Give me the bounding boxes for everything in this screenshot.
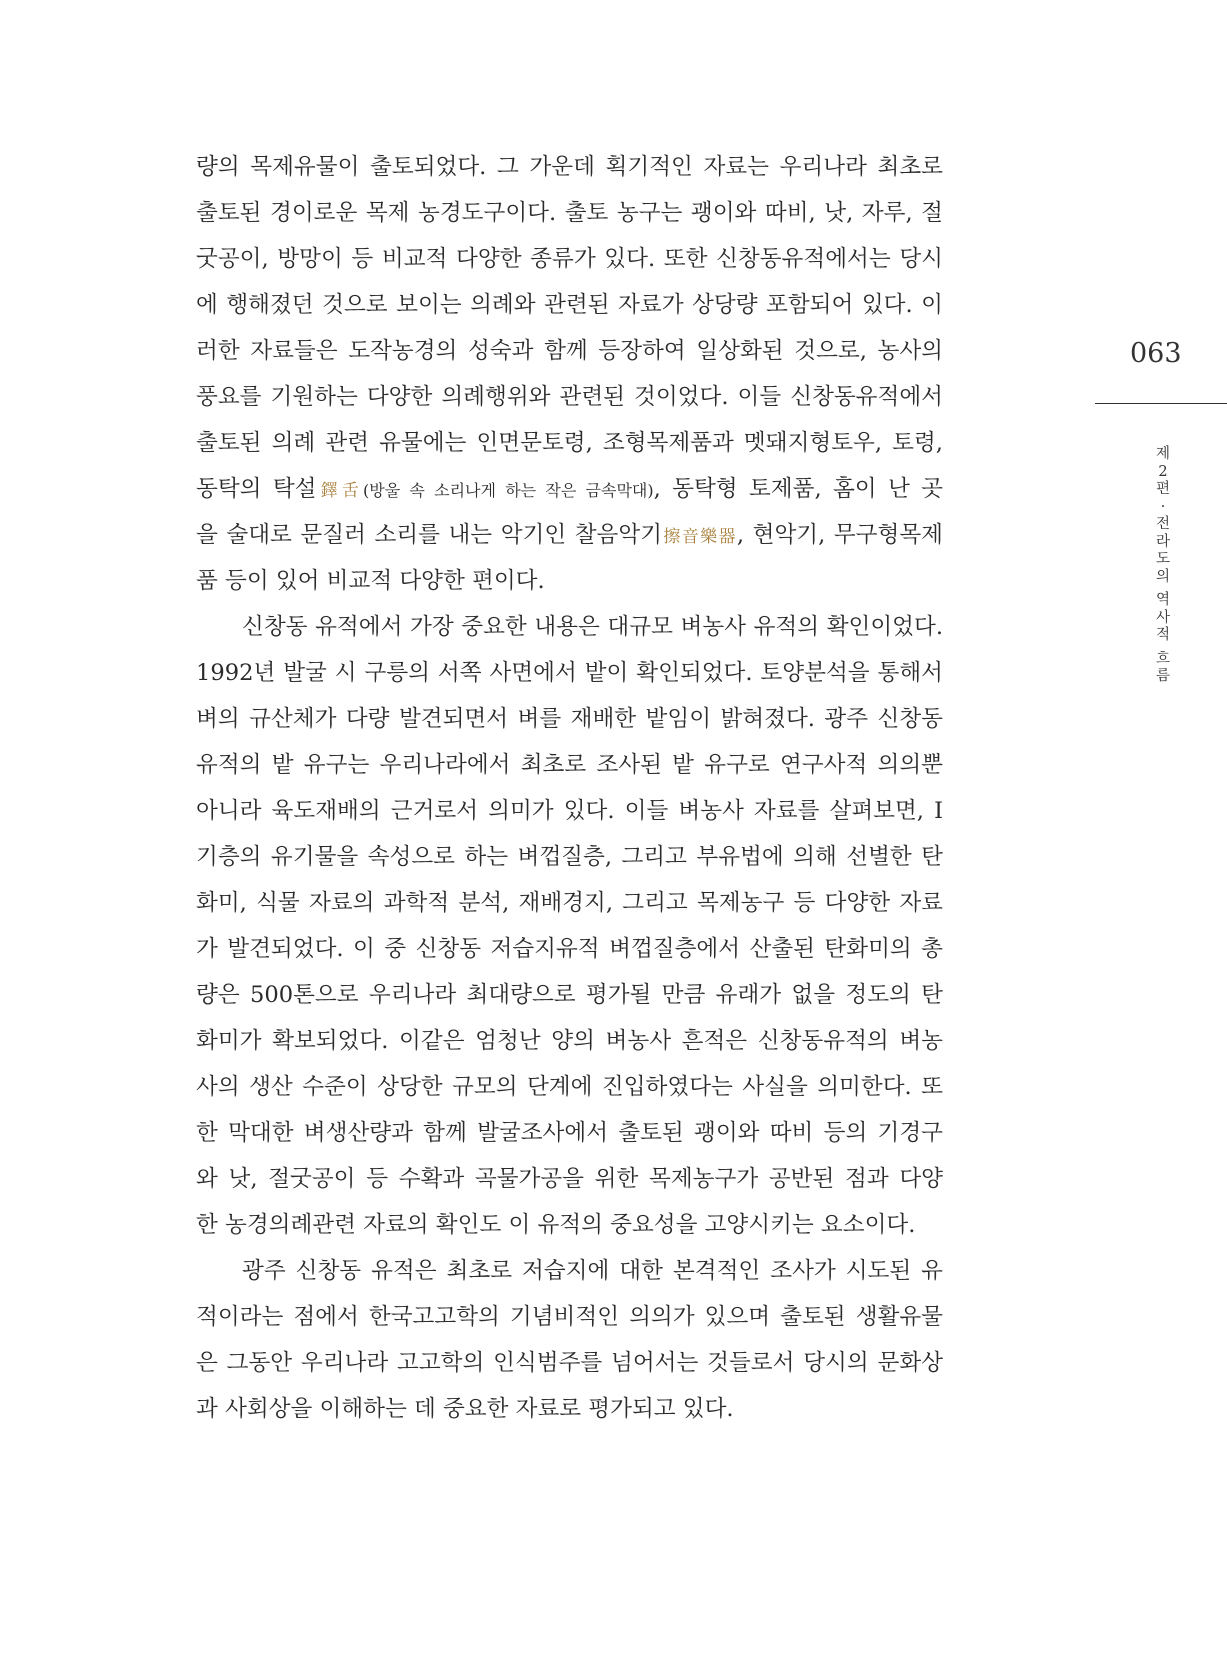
running-head-char: 역 xyxy=(1155,592,1170,608)
text-line: 화미, 식물 자료의 과학적 분석, 재배경지, 그리고 목제농구 등 다양한 자료 xyxy=(196,890,943,916)
text-segment: , 현악기, 무구형목제 xyxy=(736,522,943,548)
running-head-char: 사 xyxy=(1155,609,1170,626)
running-head-char: 편 xyxy=(1155,481,1170,497)
text-line: 량의 목제유물이 출토되었다. 그 가운데 획기적인 자료는 우리나라 최초로 xyxy=(196,154,943,180)
paragraph-3 xyxy=(196,1248,943,1432)
text-segment: 을 술대로 문질러 소리를 내는 악기인 찰음악기 xyxy=(196,522,663,548)
running-head xyxy=(1153,446,1173,686)
body-text xyxy=(196,144,943,1432)
text-line xyxy=(196,512,943,558)
text-line: 화미가 확보되었다. 이같은 엄청난 양의 벼농사 흔적은 신창동유적의 벼농 xyxy=(196,1028,943,1054)
paragraph-1 xyxy=(196,144,943,604)
text-segment: , 동탁형 토제품, 홈이 난 곳 xyxy=(653,476,943,502)
running-head-char: 름 xyxy=(1155,668,1170,684)
running-head-char: 의 xyxy=(1155,568,1170,585)
text-segment: 동탁의 탁설 xyxy=(196,476,317,502)
text-line: 굿공이, 방망이 등 비교적 다양한 종류가 있다. 또한 신창동유적에서는 당시 xyxy=(196,246,943,272)
text-line: 출토된 경이로운 목제 농경도구이다. 출토 농구는 괭이와 따비, 낫, 자루, 절 xyxy=(196,200,943,226)
text-line: 한 막대한 벼생산량과 함께 발굴조사에서 출토된 괭이와 따비 등의 기경구 xyxy=(196,1120,943,1146)
running-head-char: 도 xyxy=(1155,551,1170,567)
running-head-char: 라 xyxy=(1155,533,1170,550)
text-line: 품 등이 있어 비교적 다양한 편이다. xyxy=(196,568,545,594)
running-head-char: 전 xyxy=(1155,516,1170,532)
text-line: 한 농경의례관련 자료의 확인도 이 유적의 중요성을 고양시키는 요소이다. xyxy=(196,1212,916,1238)
text-line: 은 그동안 우리나라 고고학의 인식범주를 넘어서는 것들로서 당시의 문화상 xyxy=(196,1350,943,1376)
text-line: 적이라는 점에서 한국고고학의 기념비적인 의의가 있으며 출토된 생활유물 xyxy=(196,1304,943,1330)
margin-divider xyxy=(1095,403,1227,404)
text-line: 과 사회상을 이해하는 데 중요한 자료로 평가되고 있다. xyxy=(196,1396,734,1422)
paragraph-2 xyxy=(196,604,943,1248)
running-head-separator: · xyxy=(1160,498,1166,515)
text-line: 신창동 유적에서 가장 중요한 내용은 대규모 벼농사 유적의 확인이었다. xyxy=(242,614,943,640)
text-line: 출토된 의례 관련 유물에는 인면문토령, 조형목제품과 멧돼지형토우, 토령, xyxy=(196,430,943,456)
text-line: 유적의 밭 유구는 우리나라에서 최초로 조사된 밭 유구로 연구사적 의의뿐 xyxy=(196,752,943,778)
text-line: 벼의 규산체가 다량 발견되면서 벼를 재배한 밭임이 밝혀졌다. 광주 신창동 xyxy=(196,706,943,732)
hanja-gloss: 鐸舌 xyxy=(316,481,363,501)
running-head-char: 2 xyxy=(1158,463,1168,480)
text-line: 에 행해졌던 것으로 보이는 의례와 관련된 자료가 상당량 포함되어 있다. 이 xyxy=(196,292,943,318)
text-line: 사의 생산 수준이 상당한 규모의 단계에 진입하였다는 사실을 의미한다. 또 xyxy=(196,1074,943,1100)
running-head-char: 제 xyxy=(1155,446,1170,462)
running-head-char: 적 xyxy=(1155,627,1170,643)
inline-note: (방울 속 소리나게 하는 작은 금속막대) xyxy=(363,481,654,500)
text-line: 가 발견되었다. 이 중 신창동 저습지유적 벼껍질층에서 산출된 탄화미의 총 xyxy=(196,936,943,962)
text-line: 1992년 발굴 시 구릉의 서쪽 사면에서 밭이 확인되었다. 토양분석을 통해서 xyxy=(196,660,943,686)
text-line: 광주 신창동 유적은 최초로 저습지에 대한 본격적인 조사가 시도된 유 xyxy=(242,1258,943,1284)
text-line: 아니라 육도재배의 근거로서 의미가 있다. 이들 벼농사 자료를 살펴보면, Ⅰ xyxy=(196,798,943,824)
text-line: 기층의 유기물을 속성으로 하는 벼껍질층, 그리고 부유법에 의해 선별한 탄 xyxy=(196,844,943,870)
text-line: 풍요를 기원하는 다양한 의례행위와 관련된 것이었다. 이들 신창동유적에서 xyxy=(196,384,943,410)
text-line: 러한 자료들은 도작농경의 성숙과 함께 등장하여 일상화된 것으로, 농사의 xyxy=(196,338,943,364)
text-line: 량은 500톤으로 우리나라 최대량으로 평가될 만큼 유래가 없을 정도의 탄 xyxy=(196,982,943,1008)
text-line: 와 낫, 절굿공이 등 수확과 곡물가공을 위한 목제농구가 공반된 점과 다양 xyxy=(196,1166,943,1192)
hanja-gloss: 擦音樂器 xyxy=(662,527,737,547)
running-head-char: 흐 xyxy=(1155,650,1170,667)
text-line xyxy=(196,466,943,512)
page-number: 063 xyxy=(1130,338,1182,369)
